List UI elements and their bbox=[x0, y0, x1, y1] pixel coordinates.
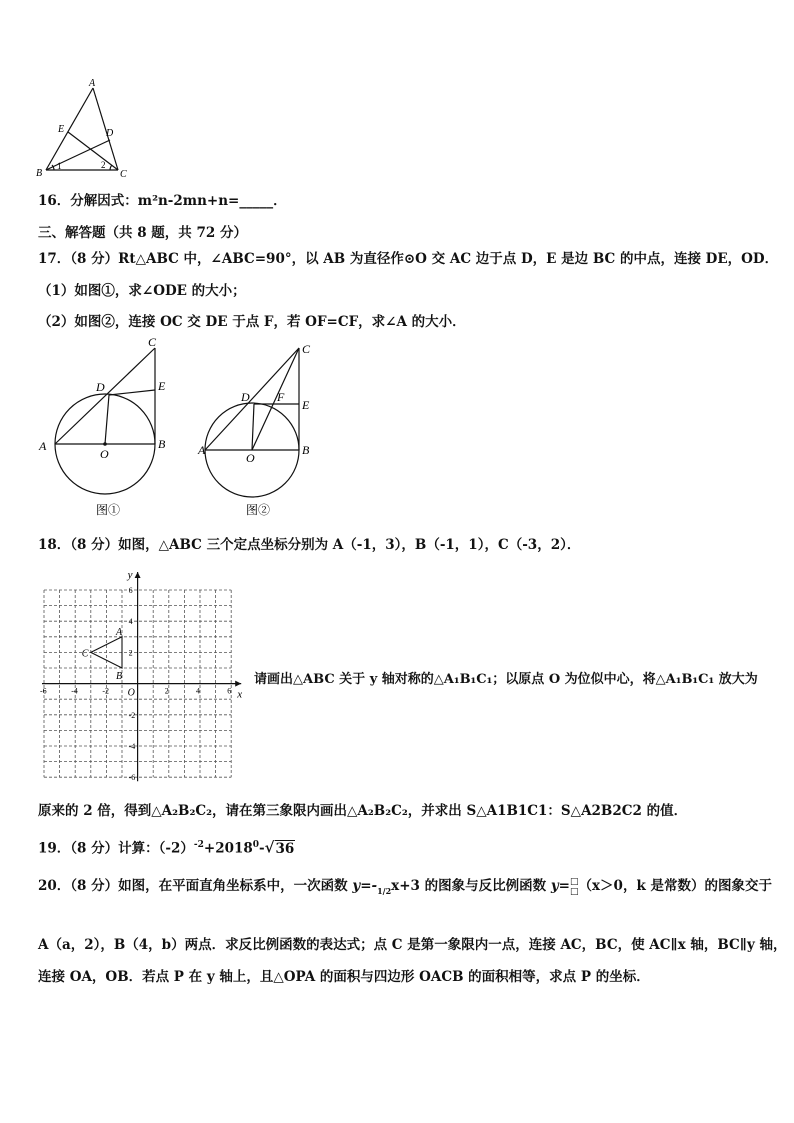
x-tick-label: -6 bbox=[40, 686, 47, 696]
fig2-label-C: C bbox=[302, 342, 311, 356]
fig2-label-E: E bbox=[302, 398, 310, 412]
point-A-label: A bbox=[116, 626, 123, 638]
y-axis-arrow bbox=[135, 572, 141, 578]
fig1-label-A: A bbox=[39, 439, 47, 453]
fig2-label-D: D bbox=[241, 390, 250, 404]
question-20-line1 bbox=[38, 876, 772, 897]
question-19: 19．（8 分）计算：$(-2)^{-2}+2018^0-√36$ bbox=[38, 838, 295, 857]
x-axis-label: x bbox=[237, 688, 243, 701]
x-tick-label: -2 bbox=[102, 686, 110, 696]
question-17-stem: 17．（8 分）Rt△ABC 中，∠ABC=90°，以 AB 为直径作⊙O 交 AC 边于点 D，E 是边 BC 的中点，连接 DE，OD． bbox=[38, 251, 779, 267]
label-B: B bbox=[36, 168, 43, 179]
fig2-label-F: F bbox=[277, 390, 285, 404]
fig1-label-B: B bbox=[158, 437, 166, 451]
y-tick-label: 2 bbox=[128, 648, 133, 658]
q20-l1-b: x+3 的图象与反比例函数 bbox=[391, 878, 551, 894]
origin-label: O bbox=[127, 687, 135, 699]
q19-minus: - bbox=[259, 840, 265, 857]
y-tick-label: -6 bbox=[128, 773, 136, 783]
section-3-title: 三、解答题（共 8 题，共 72 分） bbox=[38, 225, 247, 241]
q20-l1-a: 20．（8 分）如图，在平面直角坐标系中，一次函数 bbox=[38, 878, 353, 894]
point-B-label: B bbox=[116, 671, 123, 682]
fig2-label-B: B bbox=[302, 443, 310, 457]
question-18-text-right: 请画出△ABC 关于 y 轴对称的△A₁B₁C₁；以原点 O 为位似中心，将△A₁B₁C₁ 放大为 bbox=[254, 672, 758, 687]
question-17-part1: （1）如图①，求∠ODE 的大小； bbox=[38, 283, 246, 299]
q19-radicand: 36 bbox=[275, 840, 295, 857]
label-A: A bbox=[89, 78, 96, 89]
q20-func1: y=- bbox=[352, 878, 378, 894]
question-17-part2: （2）如图②，连接 OC 交 DE 于点 F，若 OF=CF，求∠A 的大小． bbox=[38, 314, 466, 330]
fig2-label-O: O bbox=[246, 451, 255, 465]
y-tick-label: -2 bbox=[128, 710, 136, 720]
x-tick-label: -4 bbox=[71, 686, 78, 696]
coordinate-grid bbox=[36, 566, 252, 788]
y-tick-label: -4 bbox=[128, 742, 136, 751]
fig1-caption: 图① bbox=[96, 503, 121, 517]
question-20-line3: 连接 OA，OB．若点 P 在 y 轴上，且△OPA 的面积与四边形 OACB 的面积相等，求点 P 的坐标． bbox=[38, 969, 650, 985]
q19-exponent: -2 bbox=[193, 840, 204, 850]
fig1-label-O: O bbox=[100, 447, 109, 461]
fig1-label-C: C bbox=[148, 335, 157, 349]
question-18-stem: 18．（8 分）如图，△ABC 三个定点坐标分别为 A（-1，3），B（-1，1），C（-3，2）． bbox=[38, 537, 581, 553]
x-tick-label: 4 bbox=[196, 686, 200, 696]
q19-exponent-zero: 0 bbox=[252, 840, 260, 850]
fig2-label-A: A bbox=[198, 443, 206, 457]
x-tick-label: 2 bbox=[164, 686, 169, 696]
triangle-figure bbox=[30, 76, 140, 181]
fig2-caption: 图② bbox=[246, 503, 271, 517]
q20-fraction-k: □ □ bbox=[569, 876, 579, 897]
q20-fraction-half: 1/2 bbox=[377, 886, 392, 896]
figure-1 bbox=[36, 334, 176, 524]
x-axis-arrow bbox=[235, 681, 241, 687]
q20-l1-c: （x＞0，k 是常数）的图象交于 bbox=[578, 878, 772, 894]
point-C-label: C bbox=[81, 648, 89, 660]
fig1-label-E: E bbox=[158, 379, 166, 393]
y-tick-label: 4 bbox=[128, 617, 133, 627]
question-16: 16．分解因式：m²n-2mn+n=_____． bbox=[38, 193, 287, 209]
y-tick-label: 6 bbox=[128, 586, 133, 595]
fig1-label-D: D bbox=[96, 380, 105, 394]
angle-1: 1 bbox=[57, 161, 62, 171]
angle-2: 2 bbox=[101, 160, 106, 170]
q20-func2: y= bbox=[550, 878, 570, 894]
y-axis-label: y bbox=[127, 569, 133, 581]
question-18-text-next: 原来的 2 倍，得到△A₂B₂C₂，请在第三象限内画出△A₂B₂C₂，并求出 S△A1B1C1：S△A2B2C2 的值． bbox=[38, 803, 688, 819]
q19-mid: +2018 bbox=[203, 840, 253, 857]
question-20-line2: A（a，2），B（4，b）两点．求反比例函数的表达式；点 C 是第一象限内一点，连接 AC，BC，使 AC∥x 轴，BC∥y 轴， bbox=[38, 937, 787, 953]
label-C: C bbox=[120, 169, 127, 180]
figure-2 bbox=[196, 334, 326, 524]
x-tick-label: 6 bbox=[227, 686, 232, 696]
label-E: E bbox=[58, 124, 65, 135]
label-D: D bbox=[106, 128, 114, 139]
q19-prefix: 19．（8 分）计算：（-2） bbox=[38, 840, 194, 857]
